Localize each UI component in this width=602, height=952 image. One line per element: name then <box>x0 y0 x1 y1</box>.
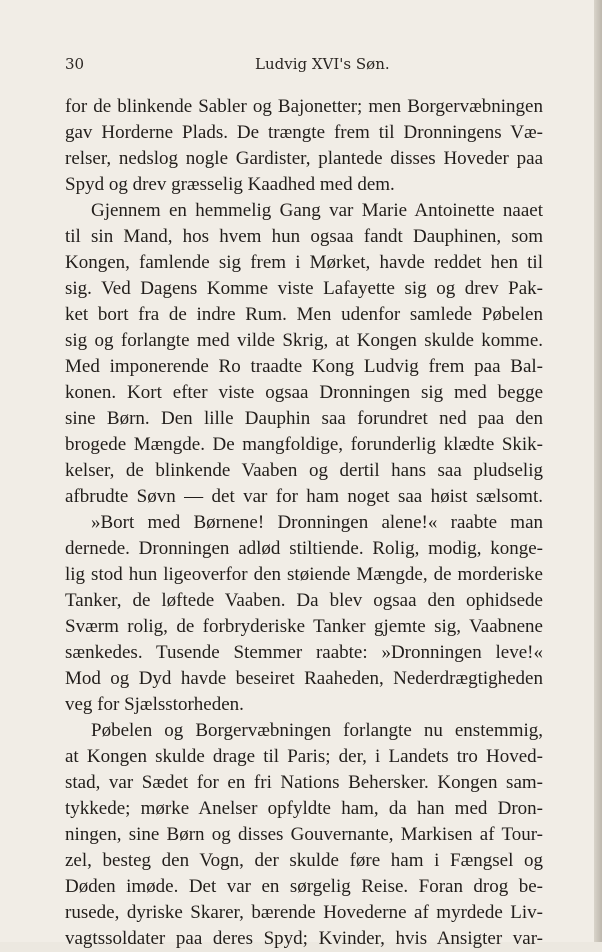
text-line: tykkede; mørke Anelser opfyldte ham, da han med Dron- <box>65 798 543 819</box>
text-line: Spyd og drev græsselig Kaadhed med dem. <box>65 174 395 195</box>
text-line: stad, var Sædet for en fri Nations Behersker. Kongen sam- <box>65 772 543 793</box>
text-line: Mod og Dyd havde beseiret Raaheden, Nederdrægtigheden <box>65 668 543 689</box>
text-line: veg for Sjælsstorheden. <box>65 694 244 715</box>
text-line: brogede Mængde. De mangfoldige, forunderlig klædte Skik- <box>65 434 543 455</box>
page-number: 30 <box>65 55 85 73</box>
text-line: Med imponerende Ro traadte Kong Ludvig frem paa Bal- <box>65 356 543 377</box>
text-line: konen. Kort efter viste ogsaa Dronningen sig med begge <box>65 382 543 403</box>
text-line: Gjennem en hemmelig Gang var Marie Antoinette naaet <box>91 200 543 221</box>
body-text <box>65 94 543 952</box>
text-line: »Bort med Børnene! Dronningen alene!« raabte man <box>91 512 543 533</box>
text-line: Døden imøde. Det var en sørgelig Reise. Foran drog be- <box>65 876 543 897</box>
text-line: dernede. Dronningen adlød stiltiende. Rolig, modig, konge- <box>65 538 543 559</box>
text-line: ket bort fra de indre Rum. Men udenfor samlede Pøbelen <box>65 304 543 325</box>
text-line: kelser, de blinkende Vaaben og dertil hans saa pludselig <box>65 460 543 481</box>
text-line: ningen, sine Børn og disses Gouvernante, Markisen af Tour- <box>65 824 543 845</box>
text-line: relser, nedslog nogle Gardister, plantede disses Hoveder paa <box>65 148 543 169</box>
text-line: zel, besteg den Vogn, der skulde føre ham i Fængsel og <box>65 850 543 871</box>
text-line: Kongen, famlende sig frem i Mørket, havde reddet hen til <box>65 252 543 273</box>
text-line: sig. Ved Dagens Komme viste Lafayette sig og drev Pak- <box>65 278 543 299</box>
running-title: Ludvig XVI's Søn. <box>255 55 390 73</box>
text-line: at Kongen skulde drage til Paris; der, i Landets tro Hoved- <box>65 746 543 767</box>
text-line: Pøbelen og Borgervæbningen forlangte nu enstemmig, <box>91 720 543 741</box>
text-line: gav Horderne Plads. De trængte frem til Dronningens Væ- <box>65 122 543 143</box>
text-line: til sin Mand, hos hvem hun ogsaa fandt Dauphinen, som <box>65 226 543 247</box>
text-line: rusede, dyriske Skarer, bærende Hovederne af myrdede Liv- <box>65 902 543 923</box>
text-line: for de blinkende Sabler og Bajonetter; men Borgervæbningen <box>65 96 543 117</box>
text-line: afbrudte Søvn — det var for ham noget saa høist sælsomt. <box>65 486 543 507</box>
text-line: sig og forlangte med vilde Skrig, at Kongen skulde komme. <box>65 330 543 351</box>
page-edge <box>594 0 602 942</box>
text-line: lig stod hun ligeoverfor den støiende Mængde, de morderiske <box>65 564 543 585</box>
text-line: sænkedes. Tusende Stemmer raabte: »Dronningen leve!« <box>65 642 543 663</box>
text-line: Tanker, de løftede Vaaben. Da blev ogsaa den ophidsede <box>65 590 543 611</box>
text-line: vagtssoldater paa deres Spyd; Kvinder, hvis Ansigter var- <box>65 928 543 949</box>
text-line: Sværm rolig, de forbryderiske Tanker gjemte sig, Vaabnene <box>65 616 543 637</box>
page-header <box>65 55 543 79</box>
text-line: sine Børn. Den lille Dauphin saa forundret ned paa den <box>65 408 543 429</box>
